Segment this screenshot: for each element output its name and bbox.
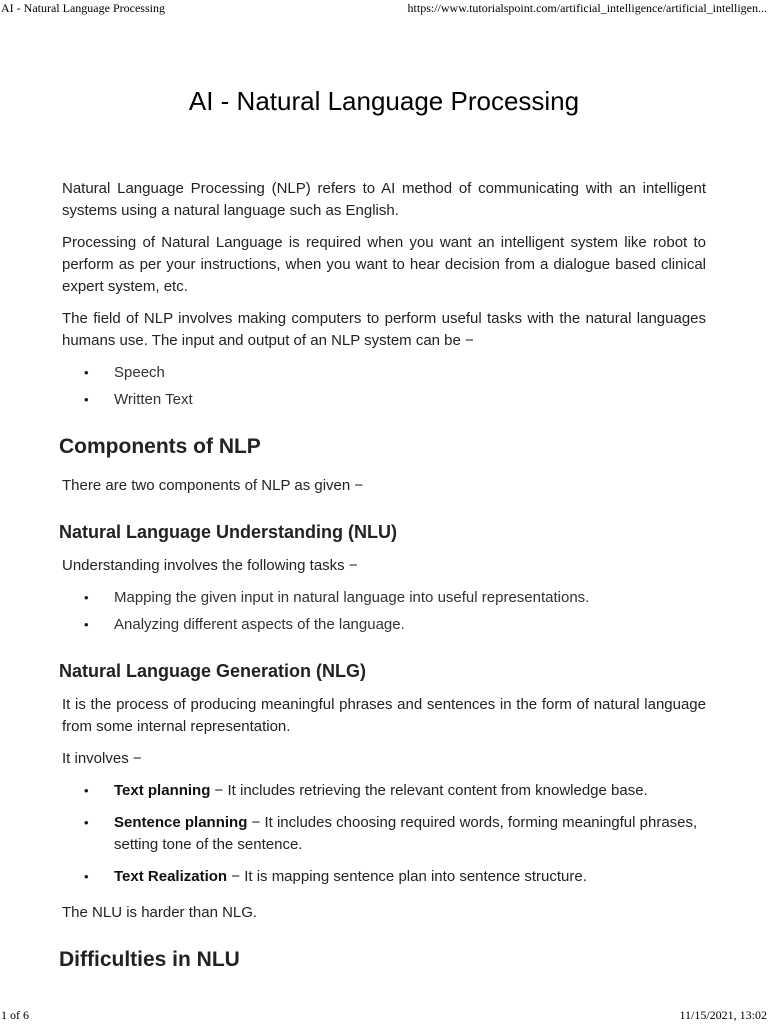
- components-paragraph: There are two components of NLP as given −: [62, 477, 364, 494]
- term-description: − It is mapping sentence plan into sentence structure.: [227, 868, 587, 885]
- intro-paragraph-1: Natural Language Processing (NLP) refers to AI method of communicating with an intelligent systems using a natural language such as English.: [62, 180, 706, 219]
- print-header: [0, 1, 768, 17]
- intro-paragraph-3: The field of NLP involves making computers to perform useful tasks with the natural languages humans use. The input and output of an NLP system can be −: [62, 310, 706, 349]
- article-body: [59, 178, 706, 988]
- print-footer: [0, 1008, 768, 1024]
- list-item-text: Speech: [114, 364, 165, 381]
- nlg-paragraph-2: It involves −: [62, 750, 142, 767]
- list-item-text: Analyzing different aspects of the language.: [114, 616, 405, 633]
- list-item: [62, 780, 706, 802]
- term-description: − It includes choosing required words, forming meaningful phrases, setting tone of the sentence.: [114, 814, 698, 853]
- intro-paragraph-2: Processing of Natural Language is required when you want an intelligent system like robot to perform as per your instructions, when you want to hear decision from a dialogue based clinical expert system, etc.: [62, 234, 706, 295]
- page-counter: 1 of 6: [1, 1008, 29, 1022]
- section-heading-nlu: Natural Language Understanding (NLU): [59, 522, 398, 542]
- list-item-text: Mapping the given input in natural language into useful representations.: [114, 589, 590, 606]
- bullet-icon: •: [84, 365, 89, 380]
- section-heading-difficulties: Difficulties in NLU: [59, 948, 240, 971]
- nlg-closing-paragraph: The NLU is harder than NLG.: [62, 904, 258, 921]
- term-sentence-planning: Sentence planning: [114, 814, 248, 831]
- print-timestamp: 11/15/2021, 13:02: [679, 1008, 767, 1022]
- nlg-paragraph-1: It is the process of producing meaningful phrases and sentences in the form of natural language from some internal representation.: [62, 696, 706, 735]
- nlu-paragraph: Understanding involves the following tasks −: [62, 557, 358, 574]
- bullet-icon: •: [84, 783, 89, 798]
- list-item: [62, 587, 706, 609]
- list-item: [62, 362, 706, 384]
- list-item: [62, 614, 706, 636]
- term-description: − It includes retrieving the relevant content from knowledge base.: [210, 782, 648, 799]
- print-header-title: AI - Natural Language Processing: [1, 1, 165, 15]
- print-header-url: https://www.tutorialspoint.com/artificial_intelligence/artificial_intelligen...: [407, 1, 767, 15]
- term-text-planning: Text planning: [114, 782, 211, 799]
- term-text-realization: Text Realization: [114, 868, 228, 885]
- page-title: AI - Natural Language Processing: [188, 86, 580, 116]
- bullet-icon: •: [84, 392, 89, 407]
- list-item: [62, 866, 706, 888]
- list-item: [62, 812, 706, 856]
- nlg-step-list: [62, 780, 706, 888]
- io-list: [62, 362, 706, 411]
- bullet-icon: •: [84, 869, 89, 884]
- list-item: [62, 389, 706, 411]
- bullet-icon: •: [84, 590, 89, 605]
- bullet-icon: •: [84, 617, 89, 632]
- list-item-text: Written Text: [114, 391, 193, 408]
- section-heading-components: Components of NLP: [59, 435, 261, 458]
- nlu-task-list: [62, 587, 706, 636]
- bullet-icon: •: [84, 815, 89, 830]
- section-heading-nlg: Natural Language Generation (NLG): [59, 661, 367, 681]
